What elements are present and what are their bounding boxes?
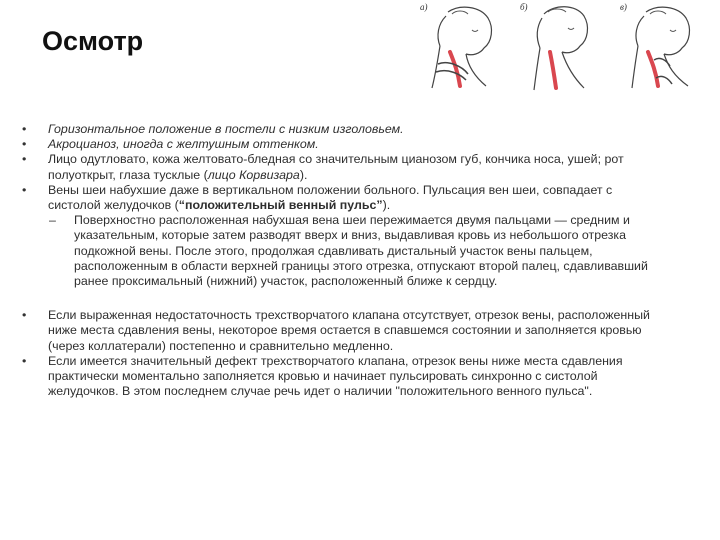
bullet-icon: • [22,182,27,197]
bullet-text: Вены шеи набухшие даже в вертикальном положении больного. Пульсация вен шеи, совпадает с систолой желудочков ( [48,182,613,213]
bullet-text: , иногда с желтушным оттенком. [116,137,319,152]
bullet-icon: • [22,152,27,167]
bullet-text: Лицо одутловато, кожа желтовато-бледная со значительным цианозом губ, кончика носа, ушей; рот полуоткрыт, глаза тусклые ( [48,152,624,182]
list-item [22,137,662,152]
figure-a-label: а) [420,2,428,12]
term-bold: “положительный венный пульс” [178,198,383,213]
figure-c-label: в) [620,2,627,12]
slide-body [22,122,662,399]
head-neck-illustration-icon [408,2,504,94]
bullet-text: ). [299,167,308,182]
bullet-text: Горизонтальное положение в постели с низким изголовьем. [48,122,404,136]
slide-title: Осмотр [42,26,144,56]
figure-a [408,2,504,94]
figure-c [608,2,704,94]
bullet-icon: • [22,353,27,368]
bullet-icon: • [22,137,27,152]
bullet-list-top [22,122,662,289]
figure-b [508,2,604,94]
list-item [22,122,662,137]
list-item [22,354,662,400]
sub-item-text: Поверхностно расположенная набухшая вена шеи пережимается двумя пальцами — средним и указательным, которые затем разводят вверх и вниз, выдавливая кровь из небольшого отрезка подкожной вены. После этого, продолжая сдавливать дистальный участок вены пальцем, расположенным в области верхней границы этого отрезка, отпускают второй палец, сдавливавший ранее проксимальный (нижний) участок, расположенный ближе к сердцу. [74,213,648,289]
head-neck-illustration-icon [608,2,704,94]
term-italic: Акроцианоз [48,137,117,152]
bullet-text: Если выраженная недостаточность трехстворчатого клапана отсутствует, отрезок вены, расположенный ниже места сдавления вены, некоторое время остается в спавшемся состоянии и заполняется кровью (через коллатерали) постепенно и сравнительно медленно. [48,308,650,353]
list-item [22,152,662,182]
bullet-icon: • [22,122,27,136]
sub-list-item [22,213,662,289]
list-item [22,183,662,213]
head-neck-illustration-icon [508,2,604,94]
bullet-list-bottom [22,308,662,399]
dash-icon: – [49,213,56,228]
bullet-text: Если имеется значительный дефект трехстворчатого клапана, отрезок вены ниже места сдавления практически моментально заполняется кровью и начинает пульсировать синхронно с систолой желудочков. В этом последнем случае речь идет о наличии "положительного венного пульса". [48,353,623,399]
figure-b-label: б) [520,2,528,12]
term-italic: лицо Корвизара [207,167,300,182]
list-item [22,308,662,354]
bullet-icon: • [22,308,27,323]
bullet-text: ). [382,198,391,213]
neck-vein-illustrations [408,2,708,94]
spacer [22,289,662,308]
